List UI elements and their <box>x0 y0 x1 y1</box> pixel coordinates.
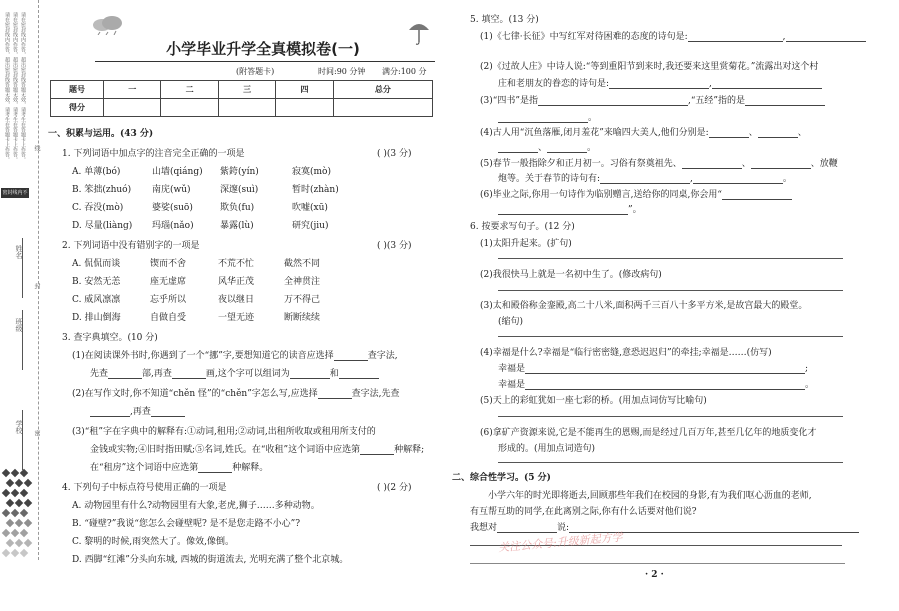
blank[interactable] <box>498 114 588 123</box>
seal-secret-label: 密 <box>33 430 40 436</box>
q2-a2: 锲而不舍 <box>150 259 187 269</box>
score-cell[interactable] <box>161 99 218 117</box>
blank[interactable] <box>693 175 783 184</box>
q2-text: 2. 下列词语中没有错别字的一项是 <box>62 241 200 251</box>
q2-c3: 夜以继日 <box>218 295 255 305</box>
margin-instructions-2: 请在密封线内作答，超出密封线答题无效，请考生在答题卡上作答。 <box>12 12 18 162</box>
q4-text: 4. 下列句子中标点符号使用正确的一项是 <box>62 483 227 493</box>
blank[interactable] <box>745 97 825 106</box>
blank[interactable] <box>722 191 792 200</box>
q5-3-cont: 。 <box>498 110 597 123</box>
title-underline <box>95 61 435 62</box>
q5-2b: 庄和老朋友的眷恋的诗句是: , <box>498 76 822 89</box>
q1-b1: B. 笨拙(zhuó) <box>72 185 132 195</box>
q6-5: (5)天上的彩虹犹如一座七彩的桥。(用加点词仿写比喻句) <box>480 396 707 406</box>
page-title: 小学毕业升学全真模拟卷(一) <box>166 40 360 58</box>
blank[interactable] <box>497 524 557 533</box>
q5-3: (3)“四书”是指 ,“五经”指的是 <box>480 93 825 106</box>
q1-c4: 吹嘘(xū) <box>292 203 328 213</box>
q2-a4: 截然不同 <box>284 259 321 269</box>
q2-b1: B. 安然无恙 <box>72 277 121 287</box>
q1-d3: 暴露(lù) <box>220 221 254 231</box>
q5-4: (4)古人用“沉鱼落雁,闭月羞花”来喻四大美人,他们分别是: 、 、 <box>480 128 807 138</box>
blank[interactable] <box>334 352 368 361</box>
cell: 得分 <box>51 99 104 117</box>
margin-instructions-3: 请在密封线内作答，超出密封线答题无效，请考生在答题卡上作答。 <box>20 12 26 162</box>
s2-para2: 有互帮互助的同学,在此离别之际,你有什么话要对他们说? <box>470 507 697 517</box>
blank[interactable] <box>90 408 130 417</box>
q2-b3: 风华正茂 <box>218 277 255 287</box>
q6-title: 6. 按要求写句子。(12 分) <box>470 222 575 232</box>
blank[interactable] <box>712 80 822 89</box>
q5-2a: (2)《过故人庄》中诗人说:“等到重阳节到来时,我还要来这里赏菊花。”流露出对这个村 <box>480 62 819 72</box>
blank[interactable] <box>339 370 379 379</box>
score-cell[interactable] <box>104 99 161 117</box>
q5-1: (1)《七律·长征》中写红军对待困难的态度的诗句是: , <box>480 29 866 42</box>
q2-b4: 全神贯注 <box>284 277 321 287</box>
answer-card-note: (附答题卡) <box>236 67 275 76</box>
watermark: 关注公众号:升级新起方学 <box>497 530 624 555</box>
score-table-row <box>51 99 433 117</box>
umbrella-icon <box>408 20 430 46</box>
cell: 题号 <box>51 81 104 99</box>
answer-line[interactable] <box>498 462 843 463</box>
score-table <box>50 80 433 117</box>
blank[interactable] <box>498 144 538 153</box>
q5-5a: (5)春节一般指除夕和正月初一。习俗有祭奠祖先、 、 、放鞭 <box>480 159 838 169</box>
score-cell[interactable] <box>333 99 432 117</box>
q2-a1: A. 侃侃而谈 <box>72 259 121 269</box>
q6-1: (1)太阳升起来。(扩句) <box>480 239 572 249</box>
label-class: 班级 <box>15 318 23 332</box>
blank[interactable] <box>547 144 587 153</box>
q3-2-line1: (2)在写作文时,你不知道“chěn 怪”的“chěn”字怎么写,应选择 查字法,先查 <box>72 389 400 399</box>
q2-c4: 万不得己 <box>284 295 321 305</box>
blank[interactable] <box>360 446 394 455</box>
q4-d: D. 西脚“红滩”分头向东城, 西城的街道流去, 光明充满了整个北京城。 <box>72 555 349 565</box>
answer-line[interactable] <box>498 258 843 259</box>
score-cell[interactable] <box>218 99 275 117</box>
q3-3-line1: (3)“租”字在字典中的解释有:①动词,租用;②动词,出租所收取或租用所支付的 <box>72 427 376 437</box>
blank[interactable] <box>538 97 688 106</box>
q2-c2: 忘乎所以 <box>150 295 187 305</box>
blank[interactable] <box>498 206 628 215</box>
q1-c2: 婆娑(suō) <box>152 203 193 213</box>
q2-d1: D. 排山倒海 <box>72 313 121 323</box>
q1-d1: D. 尽量(liàng) <box>72 221 133 231</box>
blank[interactable] <box>525 365 805 374</box>
q6-6b: 形成的。(用加点词造句) <box>498 444 596 454</box>
cell: 总分 <box>333 81 432 99</box>
label-school: 学校 <box>15 420 23 434</box>
q1-b3: 深邃(suì) <box>220 185 259 195</box>
q1-b2: 南庑(wǔ) <box>152 185 191 195</box>
blank[interactable] <box>151 408 185 417</box>
q1-c3: 欺负(fu) <box>220 203 255 213</box>
q2-c1: C. 威风凛凛 <box>72 295 121 305</box>
q3-1-line2: 先查 部,再查 画,这个字可以组词为 和 <box>90 366 379 379</box>
blank[interactable] <box>290 370 330 379</box>
q6-6a: (6)拿矿产资源来说,它是不能再生的恩赐,而是经过几百万年,甚至几亿年的地质变化才 <box>480 428 817 438</box>
q5-title: 5. 填空。(13 分) <box>470 15 539 25</box>
q6-3a: (3)太和殿俗称金銮殿,高二十八米,面积两千三百八十多平方米,是故宫最大的殿堂。 <box>480 301 808 311</box>
q4-b: B. “碰壁?”我说“您怎么会碰壁呢? 是不是您走路不小心”? <box>72 519 301 529</box>
blank[interactable] <box>751 160 811 169</box>
answer-line[interactable] <box>498 416 843 417</box>
q2-d3: 一望无迹 <box>218 313 255 323</box>
cloud-icon <box>88 15 128 35</box>
q5-5b: 炮等。关于春节的诗句有: , 。 <box>498 174 792 184</box>
margin-warning: 密封线内不要答题 <box>2 190 28 206</box>
q1-d4: 研究(jiu) <box>292 221 329 231</box>
q1-d2: 玛瑙(nǎo) <box>152 221 194 231</box>
blank[interactable] <box>172 370 206 379</box>
q6-3b: (缩句) <box>498 317 524 327</box>
q1-b4: 暂时(zhàn) <box>292 185 339 195</box>
q2-d2: 自做自受 <box>150 313 187 323</box>
q4-paren: ( )(2 分) <box>377 483 412 493</box>
blank[interactable] <box>600 175 690 184</box>
seal-line-label: 线 <box>33 145 40 151</box>
q3-2-line2: ,再查 <box>90 404 185 417</box>
blank[interactable] <box>682 160 742 169</box>
q6-4c: 幸福是 。 <box>498 380 815 390</box>
q2-a3: 不荒不忙 <box>218 259 255 269</box>
seal-fold-label: 封 <box>33 283 40 289</box>
q4-c: C. 黎明的时候,雨突然大了。像效,像倒。 <box>72 537 235 547</box>
blank[interactable] <box>786 33 866 42</box>
q1-a1: A. 单薄(bó) <box>72 167 121 177</box>
blank[interactable] <box>198 464 232 473</box>
score-cell[interactable] <box>276 99 333 117</box>
blank[interactable] <box>758 129 798 138</box>
q5-6: (6)毕业之际,你用一句诗作为临别赠言,送给你的同桌,你会用“ <box>480 187 792 200</box>
q1-text: 1. 下列词语中加点字的注音完全正确的一项是 <box>62 149 245 159</box>
q1-a4: 寂寞(mò) <box>292 167 331 177</box>
cut-line <box>38 0 39 560</box>
blank[interactable] <box>609 80 709 89</box>
time-limit: 时间:90 分钟 <box>318 67 366 76</box>
footer-line <box>470 563 845 564</box>
q1-a2: 山墙(qiáng) <box>152 167 203 177</box>
q6-2: (2)我很快马上就是一名初中生了。(修改病句) <box>480 270 662 280</box>
q5-4-cont: 、 。 <box>498 140 596 153</box>
label-name: 姓名 <box>15 245 23 259</box>
q4-a: A. 动物园里有什么?动物园里有大象,老虎,狮子……多种动物。 <box>72 501 320 511</box>
q6-4a: (4)幸福是什么?幸福是“临行密密缝,意恐迟迟归”的牵挂;幸福是……(仿写) <box>480 348 772 358</box>
q3-1-line1: (1)在阅读课外书时,你遇到了一个“挪”字,要想知道它的读音应选择 查字法, <box>72 351 398 361</box>
blank[interactable] <box>525 381 805 390</box>
blank[interactable] <box>108 370 142 379</box>
q2-b2: 座无虚席 <box>150 277 187 287</box>
blank[interactable] <box>318 390 352 399</box>
answer-line[interactable] <box>498 336 843 337</box>
blank[interactable] <box>709 129 749 138</box>
cell: 三 <box>218 81 275 99</box>
blank[interactable] <box>688 33 783 42</box>
answer-line[interactable] <box>498 290 843 291</box>
q2-d4: 断断续续 <box>284 313 321 323</box>
full-score: 满分:100 分 <box>382 67 427 76</box>
page-number: · 2 · <box>645 570 664 580</box>
section-2-heading: 二、综合性学习。(5 分) <box>452 473 551 483</box>
q2-paren: ( )(3 分) <box>377 241 412 251</box>
section-1-heading: 一、积累与运用。(43 分) <box>48 129 154 139</box>
score-table-header <box>51 81 433 99</box>
q3-3-line3: 在“租房”这个词语中应选第 种解释。 <box>90 463 269 473</box>
q3-title: 3. 查字典填空。(10 分) <box>62 333 158 343</box>
q1-c1: C. 吞没(mò) <box>72 203 124 213</box>
margin-instructions: 请在密封线内作答，超出密封线答题无效，请考生在答题卡上作答。 <box>4 12 10 162</box>
q6-4b: 幸福是 ; <box>498 364 809 374</box>
q1-paren: ( )(3 分) <box>377 149 412 159</box>
s2-para1: 小学六年的时光即将逝去,回顾那些年我们在校园的身影,有为我们呕心沥血的老师, <box>488 491 812 501</box>
q5-6-cont: ”。 <box>498 202 642 215</box>
cell: 四 <box>276 81 333 99</box>
q3-3-line2: 金钱或实物;④旧时指田赋;⑤名词,姓氏。在“收租”这个词语中应选第 种解释; <box>90 445 425 455</box>
q1-a3: 紫銙(yín) <box>220 167 259 177</box>
cell: 二 <box>161 81 218 99</box>
s2-prompt: 我想对 说: <box>470 520 859 533</box>
cell: 一 <box>104 81 161 99</box>
